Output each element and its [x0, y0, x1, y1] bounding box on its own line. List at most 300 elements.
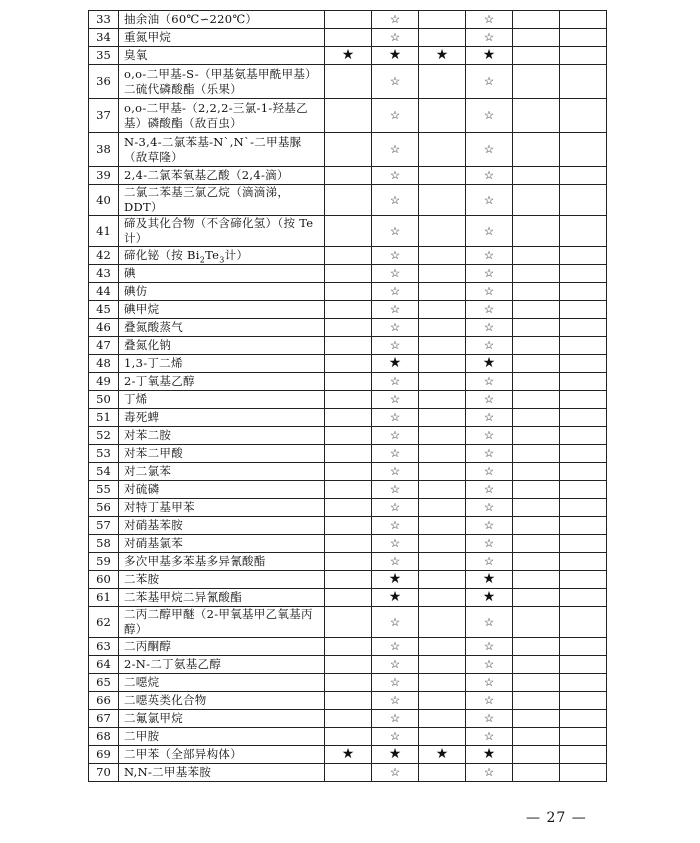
table-row [89, 746, 607, 764]
substance-name: N,N-二甲基苯胺 [119, 764, 325, 782]
table-row [89, 47, 607, 65]
table-row [89, 499, 607, 517]
mark-cell [513, 571, 560, 589]
mark-cell: ☆ [466, 553, 513, 571]
table-row [89, 674, 607, 692]
mark-cell [513, 692, 560, 710]
row-number: 69 [89, 746, 119, 764]
mark-cell [325, 638, 372, 656]
mark-cell [560, 301, 607, 319]
mark-cell [513, 553, 560, 571]
mark-cell [325, 571, 372, 589]
row-number: 59 [89, 553, 119, 571]
substance-name: 二噁烷 [119, 674, 325, 692]
mark-cell: ☆ [466, 764, 513, 782]
mark-cell [560, 656, 607, 674]
row-number: 35 [89, 47, 119, 65]
subscript: 2 [199, 255, 206, 265]
substance-name: 碘 [119, 265, 325, 283]
mark-cell [513, 463, 560, 481]
mark-cell [560, 133, 607, 167]
table-row [89, 185, 607, 216]
row-number: 43 [89, 265, 119, 283]
mark-cell: ★ [466, 746, 513, 764]
mark-cell: ☆ [372, 247, 419, 265]
mark-cell [513, 535, 560, 553]
row-number: 38 [89, 133, 119, 167]
row-number: 68 [89, 728, 119, 746]
mark-cell [560, 337, 607, 355]
table-row [89, 427, 607, 445]
table-row [89, 535, 607, 553]
mark-cell [560, 764, 607, 782]
mark-cell [325, 728, 372, 746]
mark-cell: ☆ [372, 517, 419, 535]
mark-cell [560, 638, 607, 656]
mark-cell [325, 692, 372, 710]
substance-name: 碲及其化合物（不含碲化氢）（按 Te 计） [119, 216, 325, 247]
row-number: 60 [89, 571, 119, 589]
row-number: 67 [89, 710, 119, 728]
row-number: 50 [89, 391, 119, 409]
mark-cell: ☆ [372, 481, 419, 499]
mark-cell: ☆ [466, 728, 513, 746]
mark-cell [560, 674, 607, 692]
mark-cell [325, 517, 372, 535]
mark-cell: ☆ [372, 674, 419, 692]
row-number: 62 [89, 607, 119, 638]
mark-cell [325, 463, 372, 481]
mark-cell [560, 728, 607, 746]
mark-cell [325, 535, 372, 553]
mark-cell [560, 47, 607, 65]
mark-cell [560, 535, 607, 553]
mark-cell: ☆ [372, 427, 419, 445]
substance-name: 2,4-二氯苯氧基乙酸（2,4-滴） [119, 167, 325, 185]
table-row [89, 481, 607, 499]
mark-cell: ★ [419, 746, 466, 764]
mark-cell: ☆ [372, 283, 419, 301]
mark-cell [419, 710, 466, 728]
table-row [89, 764, 607, 782]
mark-cell [419, 337, 466, 355]
table-row [89, 355, 607, 373]
mark-cell [513, 337, 560, 355]
mark-cell: ☆ [372, 29, 419, 47]
row-number: 48 [89, 355, 119, 373]
mark-cell: ★ [466, 355, 513, 373]
mark-cell: ☆ [372, 728, 419, 746]
mark-cell [513, 133, 560, 167]
mark-cell: ☆ [372, 319, 419, 337]
mark-cell [325, 607, 372, 638]
substance-name: 碘甲烷 [119, 301, 325, 319]
mark-cell: ★ [372, 571, 419, 589]
mark-cell [513, 445, 560, 463]
mark-cell: ☆ [466, 427, 513, 445]
mark-cell [560, 463, 607, 481]
mark-cell: ☆ [466, 517, 513, 535]
mark-cell [513, 589, 560, 607]
mark-cell: ☆ [466, 535, 513, 553]
mark-cell [513, 674, 560, 692]
table-body [89, 11, 607, 782]
substance-name: 对硝基氯苯 [119, 535, 325, 553]
mark-cell: ☆ [372, 99, 419, 133]
mark-cell [513, 247, 560, 265]
mark-cell [419, 99, 466, 133]
substance-name: 多次甲基多苯基多异氰酸酯 [119, 553, 325, 571]
table-row [89, 409, 607, 427]
row-number: 41 [89, 216, 119, 247]
mark-cell: ☆ [466, 99, 513, 133]
mark-cell: ☆ [372, 167, 419, 185]
mark-cell [419, 391, 466, 409]
mark-cell: ☆ [372, 65, 419, 99]
mark-cell [325, 11, 372, 29]
substance-name: 对苯二胺 [119, 427, 325, 445]
mark-cell [513, 746, 560, 764]
row-number: 64 [89, 656, 119, 674]
mark-cell: ☆ [372, 656, 419, 674]
mark-cell [513, 481, 560, 499]
mark-cell [513, 764, 560, 782]
mark-cell [419, 265, 466, 283]
mark-cell [560, 710, 607, 728]
mark-cell: ☆ [466, 409, 513, 427]
mark-cell [560, 247, 607, 265]
table-row [89, 463, 607, 481]
mark-cell: ☆ [466, 674, 513, 692]
substance-name: 重氮甲烷 [119, 29, 325, 47]
mark-cell [513, 65, 560, 99]
mark-cell [419, 29, 466, 47]
mark-cell [560, 607, 607, 638]
name-part: 碲化铋（按 Bi [124, 248, 200, 262]
substance-name: 对硫磷 [119, 481, 325, 499]
mark-cell [560, 216, 607, 247]
mark-cell: ☆ [466, 337, 513, 355]
mark-cell [560, 746, 607, 764]
mark-cell [419, 463, 466, 481]
row-number: 36 [89, 65, 119, 99]
table-row [89, 391, 607, 409]
mark-cell [325, 710, 372, 728]
table-row [89, 133, 607, 167]
row-number: 34 [89, 29, 119, 47]
mark-cell [325, 337, 372, 355]
mark-cell [325, 427, 372, 445]
table-row [89, 216, 607, 247]
mark-cell [560, 445, 607, 463]
mark-cell: ☆ [372, 535, 419, 553]
mark-cell [419, 764, 466, 782]
mark-cell [325, 216, 372, 247]
mark-cell [513, 319, 560, 337]
mark-cell [560, 283, 607, 301]
mark-cell [513, 427, 560, 445]
table-row [89, 589, 607, 607]
mark-cell: ☆ [372, 409, 419, 427]
substance-name: 二苯胺 [119, 571, 325, 589]
mark-cell: ☆ [466, 463, 513, 481]
mark-cell [560, 355, 607, 373]
mark-cell [419, 409, 466, 427]
mark-cell [419, 445, 466, 463]
mark-cell [560, 499, 607, 517]
row-number: 45 [89, 301, 119, 319]
mark-cell: ★ [372, 47, 419, 65]
mark-cell: ☆ [372, 445, 419, 463]
table-row [89, 692, 607, 710]
substance-name: 二丙酮醇 [119, 638, 325, 656]
row-number: 33 [89, 11, 119, 29]
mark-cell [513, 265, 560, 283]
table-row [89, 728, 607, 746]
mark-cell: ☆ [466, 185, 513, 216]
mark-cell: ☆ [466, 265, 513, 283]
table-row [89, 265, 607, 283]
substance-name: 碘仿 [119, 283, 325, 301]
mark-cell: ☆ [466, 656, 513, 674]
mark-cell [513, 355, 560, 373]
mark-cell [513, 499, 560, 517]
substance-name: 二丙二醇甲醚（2-甲氧基甲乙氧基丙醇） [119, 607, 325, 638]
page-number: — 27 — [526, 810, 587, 826]
table-row [89, 553, 607, 571]
mark-cell [419, 319, 466, 337]
mark-cell [325, 99, 372, 133]
mark-cell [325, 499, 372, 517]
mark-cell [419, 247, 466, 265]
substance-name: 对硝基苯胺 [119, 517, 325, 535]
mark-cell [513, 409, 560, 427]
mark-cell [513, 517, 560, 535]
table-row [89, 167, 607, 185]
mark-cell [560, 319, 607, 337]
mark-cell [560, 589, 607, 607]
row-number: 61 [89, 589, 119, 607]
row-number: 44 [89, 283, 119, 301]
mark-cell [325, 589, 372, 607]
mark-cell [560, 11, 607, 29]
mark-cell [560, 185, 607, 216]
mark-cell [325, 65, 372, 99]
mark-cell [419, 589, 466, 607]
mark-cell [560, 692, 607, 710]
substance-name: 1,3-丁二烯 [119, 355, 325, 373]
mark-cell: ☆ [466, 481, 513, 499]
substance-name: 二甲苯（全部异构体） [119, 746, 325, 764]
mark-cell [419, 185, 466, 216]
mark-cell [325, 445, 372, 463]
mark-cell [419, 535, 466, 553]
mark-cell [419, 638, 466, 656]
mark-cell [419, 728, 466, 746]
mark-cell [419, 427, 466, 445]
mark-cell [513, 301, 560, 319]
subscript: 3 [219, 255, 225, 265]
substance-name: 抽余油（60℃∽220℃） [119, 11, 325, 29]
mark-cell [325, 391, 372, 409]
substance-name: 丁烯 [119, 391, 325, 409]
mark-cell [419, 373, 466, 391]
mark-cell [513, 99, 560, 133]
row-number: 66 [89, 692, 119, 710]
mark-cell: ☆ [466, 710, 513, 728]
mark-cell: ☆ [372, 133, 419, 167]
table-row [89, 99, 607, 133]
mark-cell: ☆ [372, 607, 419, 638]
mark-cell: ☆ [466, 607, 513, 638]
mark-cell [419, 571, 466, 589]
mark-cell: ★ [466, 571, 513, 589]
mark-cell: ☆ [372, 553, 419, 571]
mark-cell: ★ [372, 589, 419, 607]
substance-name [119, 247, 325, 265]
mark-cell: ★ [372, 355, 419, 373]
mark-cell: ☆ [466, 301, 513, 319]
mark-cell: ☆ [466, 29, 513, 47]
mark-cell: ☆ [466, 283, 513, 301]
substance-name: 二噁英类化合物 [119, 692, 325, 710]
mark-cell: ★ [372, 746, 419, 764]
row-number: 40 [89, 185, 119, 216]
mark-cell [419, 481, 466, 499]
mark-cell: ☆ [372, 499, 419, 517]
mark-cell [560, 553, 607, 571]
mark-cell [560, 571, 607, 589]
row-number: 42 [89, 247, 119, 265]
mark-cell: ☆ [372, 638, 419, 656]
table-row [89, 710, 607, 728]
mark-cell: ★ [466, 589, 513, 607]
mark-cell [513, 710, 560, 728]
mark-cell [325, 656, 372, 674]
mark-cell: ☆ [466, 692, 513, 710]
table-row [89, 65, 607, 99]
row-number: 54 [89, 463, 119, 481]
row-number: 51 [89, 409, 119, 427]
mark-cell [325, 247, 372, 265]
mark-cell [325, 167, 372, 185]
substance-name: 对特丁基甲苯 [119, 499, 325, 517]
mark-cell [325, 553, 372, 571]
row-number: 53 [89, 445, 119, 463]
table-row [89, 517, 607, 535]
mark-cell: ☆ [372, 301, 419, 319]
mark-cell: ☆ [372, 391, 419, 409]
mark-cell [419, 283, 466, 301]
mark-cell [419, 65, 466, 99]
substance-name: 2-丁氧基乙醇 [119, 373, 325, 391]
mark-cell [560, 409, 607, 427]
substance-name: 毒死蜱 [119, 409, 325, 427]
substance-name: 对苯二甲酸 [119, 445, 325, 463]
mark-cell: ☆ [372, 463, 419, 481]
mark-cell [325, 133, 372, 167]
table-row [89, 571, 607, 589]
mark-cell: ☆ [372, 710, 419, 728]
mark-cell [325, 283, 372, 301]
row-number: 46 [89, 319, 119, 337]
mark-cell [325, 265, 372, 283]
row-number: 56 [89, 499, 119, 517]
mark-cell [419, 517, 466, 535]
mark-cell [419, 553, 466, 571]
mark-cell: ☆ [372, 11, 419, 29]
chemical-table [88, 10, 607, 782]
mark-cell [513, 656, 560, 674]
mark-cell: ☆ [372, 216, 419, 247]
mark-cell [419, 692, 466, 710]
mark-cell: ☆ [466, 319, 513, 337]
mark-cell: ☆ [466, 167, 513, 185]
substance-name: 对二氯苯 [119, 463, 325, 481]
row-number: 58 [89, 535, 119, 553]
mark-cell [325, 301, 372, 319]
table-row [89, 373, 607, 391]
mark-cell [513, 11, 560, 29]
mark-cell: ☆ [372, 337, 419, 355]
mark-cell [325, 481, 372, 499]
mark-cell [560, 427, 607, 445]
mark-cell [560, 29, 607, 47]
substance-name: o,o-二甲基-S-（甲基氨基甲酰甲基）二硫代磷酸酯（乐果） [119, 65, 325, 99]
mark-cell [513, 167, 560, 185]
mark-cell [513, 283, 560, 301]
mark-cell [419, 674, 466, 692]
table-row [89, 247, 607, 265]
table-row [89, 301, 607, 319]
mark-cell: ☆ [372, 764, 419, 782]
mark-cell [325, 674, 372, 692]
substance-name: 二苯基甲烷二异氰酸酯 [119, 589, 325, 607]
mark-cell [513, 728, 560, 746]
row-number: 47 [89, 337, 119, 355]
mark-cell [325, 29, 372, 47]
substance-name: 二氟氯甲烷 [119, 710, 325, 728]
mark-cell [560, 481, 607, 499]
mark-cell [325, 185, 372, 216]
mark-cell [560, 99, 607, 133]
name-part: Te [205, 248, 220, 262]
table-row [89, 29, 607, 47]
mark-cell: ☆ [372, 265, 419, 283]
row-number: 65 [89, 674, 119, 692]
mark-cell [419, 499, 466, 517]
row-number: 63 [89, 638, 119, 656]
mark-cell: ☆ [466, 133, 513, 167]
substance-name: 2-N-二丁氨基乙醇 [119, 656, 325, 674]
row-number: 70 [89, 764, 119, 782]
mark-cell [560, 373, 607, 391]
mark-cell: ☆ [372, 692, 419, 710]
mark-cell [325, 764, 372, 782]
mark-cell [513, 373, 560, 391]
mark-cell [513, 29, 560, 47]
mark-cell [419, 656, 466, 674]
mark-cell [513, 638, 560, 656]
mark-cell [325, 373, 372, 391]
mark-cell: ☆ [466, 445, 513, 463]
mark-cell [325, 319, 372, 337]
mark-cell [419, 216, 466, 247]
table-row [89, 283, 607, 301]
mark-cell: ☆ [466, 391, 513, 409]
mark-cell [325, 355, 372, 373]
mark-cell [560, 391, 607, 409]
